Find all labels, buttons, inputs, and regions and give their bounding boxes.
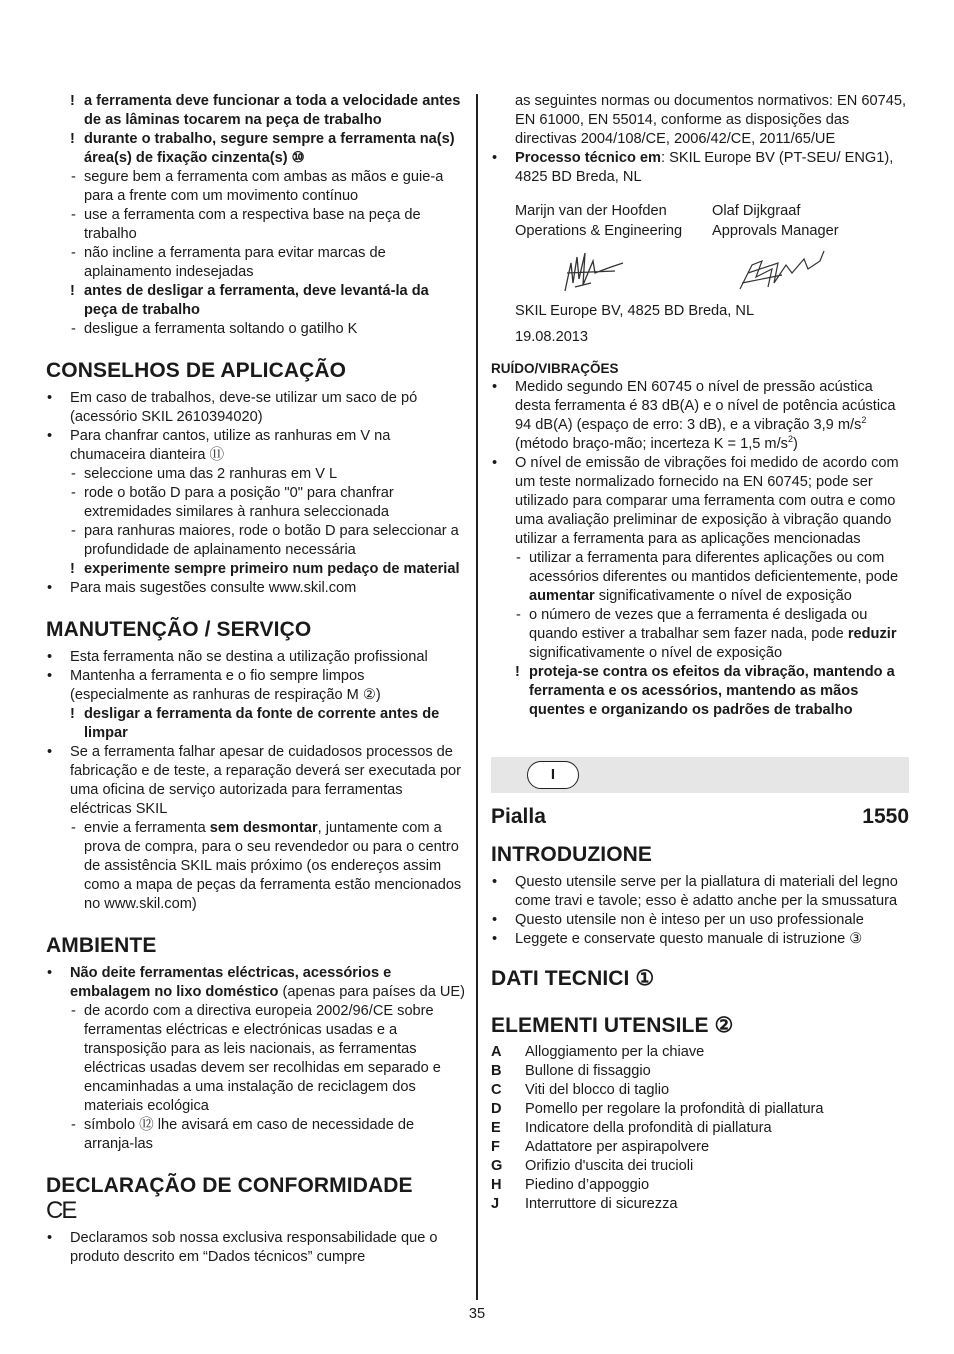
warning-item: ! proteja-se contra os efeitos da vibração, mantendo a ferramenta e os acessórios, mantendo as mãos quentes e organizando os padrões de trabalho — [491, 663, 909, 720]
dash-item: - seleccione uma das 2 ranhuras em V L — [46, 465, 466, 484]
bullet-item: • Mantenha a ferramenta e o fio sempre limpos (especialmente as ranhuras de respiração M ②) — [46, 667, 466, 705]
language-badge: I — [527, 761, 579, 789]
bullet-item: • Questo utensile non è inteso per un uso professionale — [491, 911, 909, 930]
dash-item: - use a ferramenta com a respectiva base na peça de trabalho — [46, 206, 466, 244]
warning-item: ! durante o trabalho, segure sempre a ferramenta na(s) área(s) de fixação cinzenta(s) ⑩ — [46, 130, 466, 168]
list-item: J Interruttore di sicurezza — [491, 1196, 678, 1212]
bullet-item: • Medido segundo EN 60745 o nível de pressão acústica desta ferramenta é 83 dB(A) e o nível de potência acústica 94 dB(A) (espaço de erro: 3 dB), e a vibração 3,9 $m/s^2$ (método braço-mão; incerteza K = 1,5 $m/s^2$) — [491, 378, 909, 454]
bullet-item: • O nível de emissão de vibrações foi medido de acordo com um teste normalizado fornecido na EN 60745; pode ser utilizado para comparar uma ferramenta com outra e como uma avaliação preliminar de exposição à vibração quando utilizar a ferramenta para as aplicações mencionadas — [491, 454, 909, 549]
list-item: A Alloggiamento per la chiave — [491, 1044, 705, 1060]
bullet-item: • Não deite ferramentas eléctricas, acessórios e embalagem no lixo doméstico (apenas para países da UE) — [46, 964, 466, 1002]
bullet-item: • Leggete e conservate questo manuale di istruzione ③ — [491, 930, 909, 949]
dash-item: - segure bem a ferramenta com ambas as mãos e guie-a para a frente com um movimento contínuo — [46, 168, 466, 206]
dash-item: - utilizar a ferramenta para diferentes aplicações ou com acessórios diferentes ou mantidos deficientemente, pode aumentar significativamente o nível de exposição — [491, 549, 909, 606]
warning-item: ! desligar a ferramenta da fonte de corrente antes de limpar — [46, 705, 466, 743]
parts-list — [491, 1043, 909, 1214]
warning-item: ! antes de desligar a ferramenta, deve levantá-la da peça de trabalho — [46, 282, 466, 320]
declaration-date: 19.08.2013 — [515, 329, 589, 345]
signatory-1: Marijn van der Hoofden Operations & Engineering — [515, 203, 683, 239]
dash-item: - rode o botão D para a posição "0" para chanfrar extremidades similares à ranhura seleccionada — [46, 484, 466, 522]
dash-item: - o número de vezes que a ferramenta é desligada ou quando estiver a trabalhar sem fazer nada, pode reduzir significativamente o nível de exposição — [491, 606, 909, 663]
product-title: Pialla 1550 — [491, 805, 909, 828]
language-bar — [491, 757, 909, 793]
list-item: D Pomello per regolare la profondità di piallatura — [491, 1101, 824, 1117]
list-item: H Piedino d’appoggio — [491, 1177, 650, 1193]
list-item: B Bullone di fissaggio — [491, 1063, 651, 1079]
list-item: G Orifizio d'uscita dei trucioli — [491, 1158, 694, 1174]
list-item: F Adattatore per aspirapolvere — [491, 1139, 710, 1155]
dash-item: - símbolo ⑫ lhe avisará em caso de necessidade de arranja-las — [46, 1116, 466, 1154]
list-item: E Indicatore della profondità di piallatura — [491, 1120, 772, 1136]
section-heading-declaracao: DECLARAÇÃO DE CONFORMIDADE — [46, 1174, 413, 1197]
bullet-item: • Se a ferramenta falhar apesar de cuidadosos processos de fabricação e de teste, a reparação deverá ser executada por uma oficina de serviço autorizada para ferramentas eléctricas SKIL — [46, 743, 466, 819]
dash-item: - envie a ferramenta sem desmontar, juntamente com a prova de compra, para o seu revendedor ou para o centro de assistência SKIL mais próximo (os endereços assim como a mapa de peças da ferramenta estão mencionados no www.skil.com) — [46, 819, 466, 914]
signature-1-icon — [515, 243, 712, 301]
bullet-item: • Em caso de trabalhos, deve-se utilizar um saco de pó (acessório SKIL 2610394020) — [46, 389, 466, 427]
dash-item: - para ranhuras maiores, rode o botão D para seleccionar a profundidade de aplainamento necessária — [46, 522, 466, 560]
bullet-item: • Processo técnico em: SKIL Europe BV (PT-SEU/ ENG1), 4825 BD Breda, NL — [491, 149, 909, 187]
bullet-item: • Esta ferramenta não se destina a utilização profissional — [46, 648, 466, 667]
warning-item: ! experimente sempre primeiro num pedaço de material — [46, 560, 466, 579]
bullet-item: • Questo utensile serve per la piallatura di materiali del legno come travi e tavole; esso è adatto anche per la smussatura — [491, 873, 909, 911]
dash-item: - não incline a ferramenta para evitar marcas de aplainamento indesejadas — [46, 244, 466, 282]
paragraph-continuation: as seguintes normas ou documentos normativos: EN 60745, EN 61000, EN 55014, conforme as disposições das directivas 2004/108/CE, 2006/42/CE, 2011/65/UE — [515, 93, 907, 147]
section-heading-conselhos: CONSELHOS DE APLICAÇÃO — [46, 359, 347, 382]
section-heading-manutencao: MANUTENÇÃO / SERVIÇO — [46, 618, 312, 641]
company-address: SKIL Europe BV, 4825 BD Breda, NL — [515, 303, 755, 319]
bullet-item: • Para chanfrar cantos, utilize as ranhuras em V na chumaceira dianteira ⑪ — [46, 427, 466, 465]
section-heading-dati-tecnici: DATI TECNICI ① — [491, 967, 655, 990]
section-heading-ambiente: AMBIENTE — [46, 934, 157, 957]
section-heading-elementi: ELEMENTI UTENSILE ② — [491, 1014, 734, 1037]
column-divider — [476, 94, 478, 1300]
section-heading-ruido: RUÍDO/VIBRAÇÕES — [491, 361, 619, 376]
right-column — [491, 92, 909, 1214]
list-item: C Viti del blocco di taglio — [491, 1082, 670, 1098]
signature-2-icon — [712, 243, 909, 301]
left-column — [46, 92, 466, 1267]
signature-images — [491, 243, 909, 301]
warning-item: ! a ferramenta deve funcionar a toda a velocidade antes de as lâminas tocarem na peça de trabalho — [46, 92, 466, 130]
signatory-2: Olaf Dijkgraaf Approvals Manager — [712, 203, 839, 239]
section-heading-introduzione: INTRODUZIONE — [491, 843, 653, 866]
bullet-item: • Declaramos sob nossa exclusiva responsabilidade que o produto descrito em “Dados técnicos” cumpre — [46, 1229, 466, 1267]
ce-mark-icon: CE — [46, 1197, 76, 1224]
page-number: 35 — [468, 1306, 486, 1322]
dash-item: - de acordo com a directiva europeia 2002/96/CE sobre ferramentas eléctricas e electrónicas usadas e a transposição para as leis nacionais, as ferramentas eléctricas usadas devem ser recolhidas em separado e encaminhadas a uma instalação de reciclagem dos materiais ecológica — [46, 1002, 466, 1116]
dash-item: - desligue a ferramenta soltando o gatilho K — [46, 320, 466, 339]
bullet-item: • Para mais sugestões consulte www.skil.com — [46, 579, 466, 598]
signature-names — [491, 201, 909, 241]
